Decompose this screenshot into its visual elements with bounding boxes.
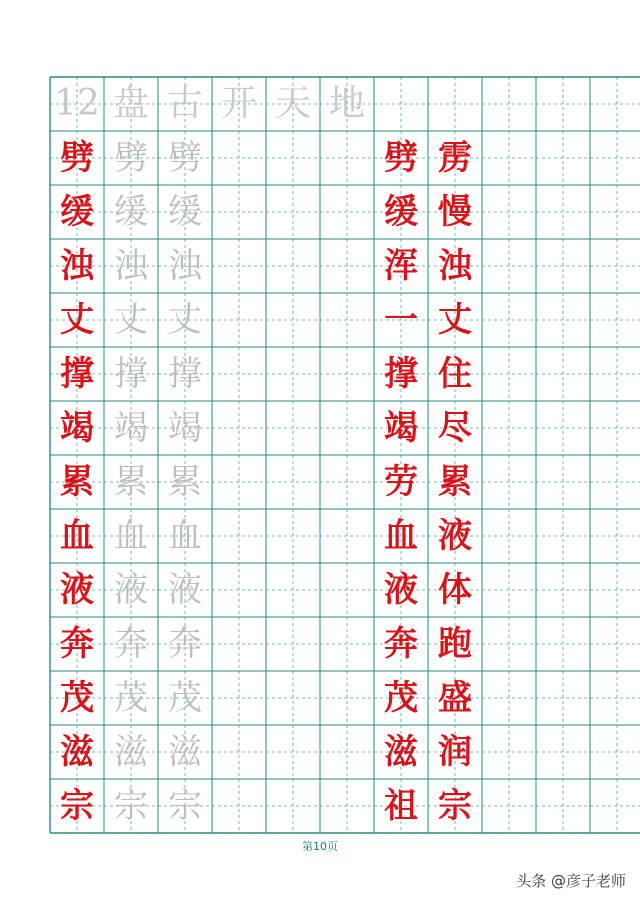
word-char-second: 体 xyxy=(438,570,472,610)
trace-char: 浊 xyxy=(168,246,202,286)
trace-char: 竭 xyxy=(168,408,202,448)
trace-char: 滋 xyxy=(114,732,148,772)
trace-char: 劈 xyxy=(168,138,202,178)
trace-char: 宗 xyxy=(168,786,202,826)
trace-char: 浊 xyxy=(114,246,148,286)
trace-char: 液 xyxy=(114,570,148,610)
model-char: 丈 xyxy=(60,300,94,340)
model-char: 劈 xyxy=(60,138,94,178)
word-char-first: 浑 xyxy=(384,246,418,286)
word-char-second: 住 xyxy=(438,354,472,394)
trace-char: 缓 xyxy=(114,192,148,232)
trace-char: 血 xyxy=(168,516,202,556)
lesson-title-char: 盘 xyxy=(112,83,149,124)
model-char: 液 xyxy=(60,570,94,610)
trace-char: 丈 xyxy=(114,300,148,340)
model-char: 撑 xyxy=(60,354,94,394)
word-char-second: 润 xyxy=(438,732,472,772)
word-char-second: 尽 xyxy=(438,408,472,448)
word-char-first: 劈 xyxy=(384,138,418,178)
word-char-second: 累 xyxy=(438,462,472,502)
lesson-number: 12 xyxy=(54,83,100,124)
trace-char: 丈 xyxy=(168,300,202,340)
word-char-second: 宗 xyxy=(438,786,472,826)
word-char-second: 丈 xyxy=(438,300,472,340)
trace-char: 血 xyxy=(114,516,148,556)
word-char-first: 竭 xyxy=(384,408,418,448)
trace-char: 奔 xyxy=(168,624,202,664)
word-char-first: 祖 xyxy=(384,786,418,826)
word-char-second: 慢 xyxy=(438,192,472,232)
trace-char: 液 xyxy=(168,570,202,610)
word-char-first: 一 xyxy=(384,300,418,340)
model-char: 累 xyxy=(60,462,94,502)
word-char-first: 撑 xyxy=(384,354,418,394)
model-char: 血 xyxy=(60,516,94,556)
word-char-second: 液 xyxy=(438,516,472,556)
trace-char: 撑 xyxy=(114,354,148,394)
word-char-first: 缓 xyxy=(384,192,418,232)
watermark: 头条 @彦子老师 xyxy=(516,872,626,890)
word-char-first: 滋 xyxy=(384,732,418,772)
model-char: 竭 xyxy=(60,408,94,448)
model-char: 奔 xyxy=(60,624,94,664)
model-char: 缓 xyxy=(60,192,94,232)
word-char-first: 茂 xyxy=(384,678,418,718)
trace-char: 茂 xyxy=(114,678,148,718)
word-char-second: 浊 xyxy=(438,246,472,286)
trace-char: 宗 xyxy=(114,786,148,826)
trace-char: 奔 xyxy=(114,624,148,664)
trace-char: 累 xyxy=(114,462,148,502)
word-char-first: 血 xyxy=(384,516,418,556)
word-char-first: 奔 xyxy=(384,624,418,664)
model-char: 浊 xyxy=(60,246,94,286)
model-char: 茂 xyxy=(60,678,94,718)
trace-char: 撑 xyxy=(168,354,202,394)
model-char: 宗 xyxy=(60,786,94,826)
trace-char: 累 xyxy=(168,462,202,502)
model-char: 滋 xyxy=(60,732,94,772)
trace-char: 缓 xyxy=(168,192,202,232)
lesson-title-char: 开 xyxy=(220,83,257,124)
lesson-title-char: 天 xyxy=(274,83,311,124)
trace-char: 茂 xyxy=(168,678,202,718)
page-number: 第10页 xyxy=(302,840,338,853)
lesson-title-char: 古 xyxy=(166,83,203,124)
word-char-first: 劳 xyxy=(384,462,418,502)
trace-char: 劈 xyxy=(114,138,148,178)
word-char-second: 跑 xyxy=(438,624,472,664)
word-char-second: 雳 xyxy=(438,138,472,178)
trace-char: 竭 xyxy=(114,408,148,448)
trace-char: 滋 xyxy=(168,732,202,772)
word-char-second: 盛 xyxy=(438,678,472,718)
word-char-first: 液 xyxy=(384,570,418,610)
lesson-title-char: 地 xyxy=(328,83,365,124)
